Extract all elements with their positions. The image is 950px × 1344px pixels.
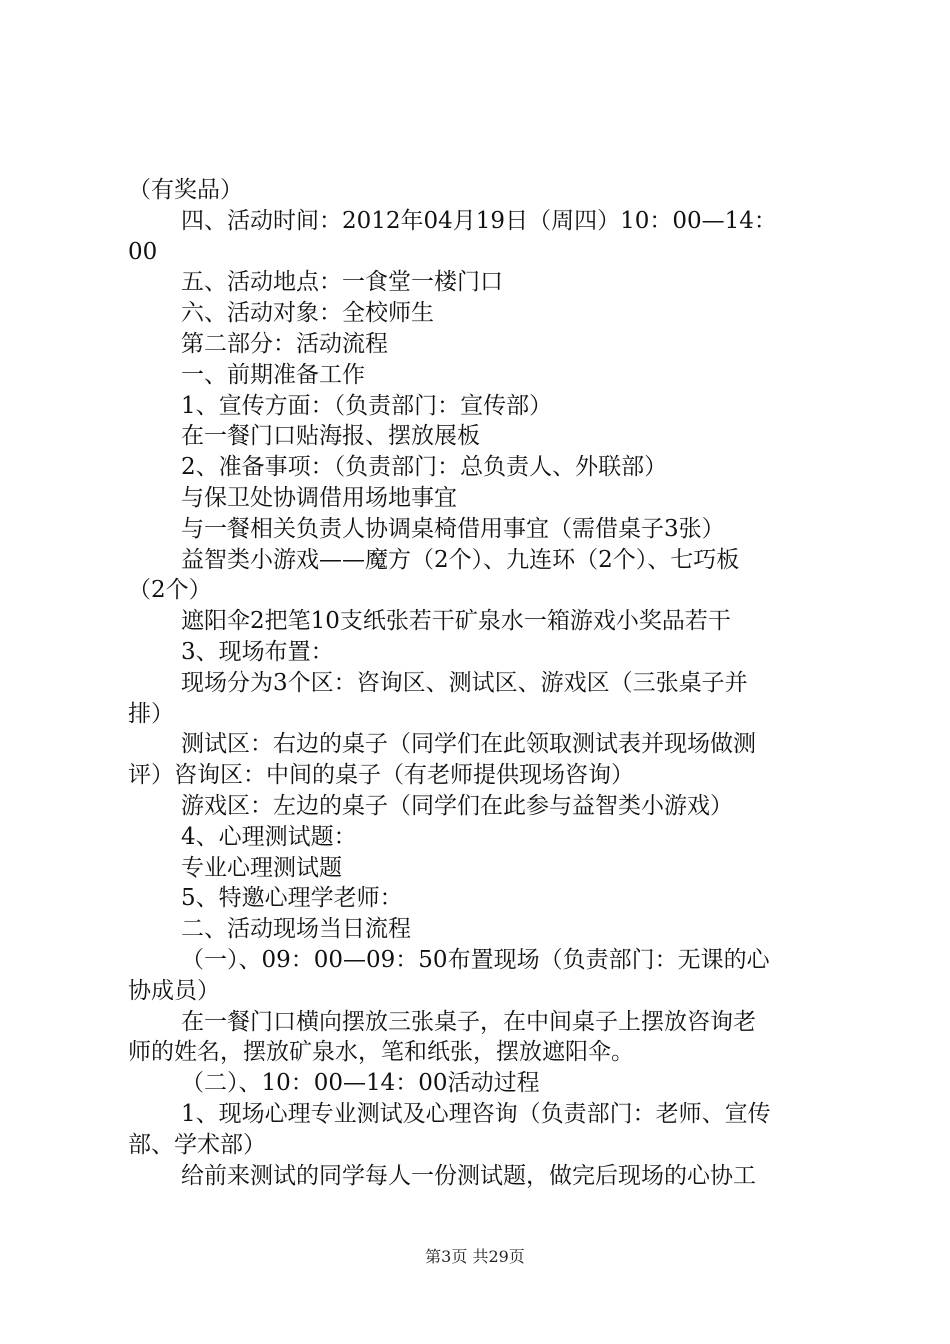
- document-body: [128, 175, 833, 1191]
- text-line: （有奖品）: [128, 177, 243, 203]
- text-line: 二、活动现场当日流程: [181, 916, 411, 943]
- text-line: （2个）: [128, 577, 212, 604]
- text-line: 现场分为3个区：咨询区、测试区、游戏区（三张桌子并: [181, 669, 748, 696]
- text-line: 测试区：右边的桌子（同学们在此领取测试表并现场做测: [181, 731, 756, 758]
- text-line: 师的姓名，摆放矿泉水，笔和纸张，摆放遮阳伞。: [128, 1039, 634, 1066]
- text-line: 六、活动对象：全校师生: [181, 300, 434, 327]
- text-line: 排）: [128, 700, 174, 727]
- text-line: 00: [128, 238, 158, 265]
- text-line: （二）、10：00—14：00活动过程: [181, 1070, 540, 1097]
- text-line: 五、活动地点：一食堂一楼门口: [181, 269, 503, 296]
- text-line: 给前来测试的同学每人一份测试题，做完后现场的心协工: [181, 1162, 756, 1189]
- text-line: 1、宣传方面：（负责部门：宣传部）: [181, 392, 553, 419]
- text-line: 一、前期准备工作: [181, 361, 365, 388]
- text-line: 4、心理测试题：: [181, 823, 357, 850]
- text-line: 四、活动时间：2012年04月19日（周四）10：00—14：: [181, 207, 777, 234]
- text-line: 遮阳伞2把笔10支纸张若干矿泉水一箱游戏小奖品若干: [181, 608, 731, 635]
- text-line: 1、现场心理专业测试及心理咨询（负责部门：老师、宣传: [181, 1100, 771, 1127]
- text-line: 在一餐门口横向摆放三张桌子，在中间桌子上摆放咨询老: [181, 1008, 756, 1035]
- text-line: 游戏区：左边的桌子（同学们在此参与益智类小游戏）: [181, 792, 733, 819]
- text-line: 在一餐门口贴海报、摆放展板: [181, 423, 480, 450]
- text-line: 5、特邀心理学老师：: [181, 885, 403, 912]
- text-line: 2、准备事项：（负责部门：总负责人、外联部）: [181, 454, 668, 481]
- page-footer: 第3页 共29页: [425, 1247, 525, 1266]
- text-line: 3、现场布置：: [181, 638, 334, 665]
- text-line: 部、学术部）: [128, 1131, 266, 1158]
- text-line: 与保卫处协调借用场地事宜: [181, 484, 457, 511]
- text-line: （一）、09：00—09：50布置现场（负责部门：无课的心: [181, 946, 770, 973]
- text-line: 协成员）: [128, 977, 220, 1004]
- text-line: 第二部分：活动流程: [181, 330, 388, 357]
- text-line: 益智类小游戏——魔方（2个）、九连环（2个）、七巧板: [181, 546, 740, 573]
- text-line: 与一餐相关负责人协调桌椅借用事宜（需借桌子3张）: [181, 515, 725, 542]
- text-line: 专业心理测试题: [181, 854, 342, 881]
- text-line: 评）咨询区：中间的桌子（有老师提供现场咨询）: [128, 762, 634, 789]
